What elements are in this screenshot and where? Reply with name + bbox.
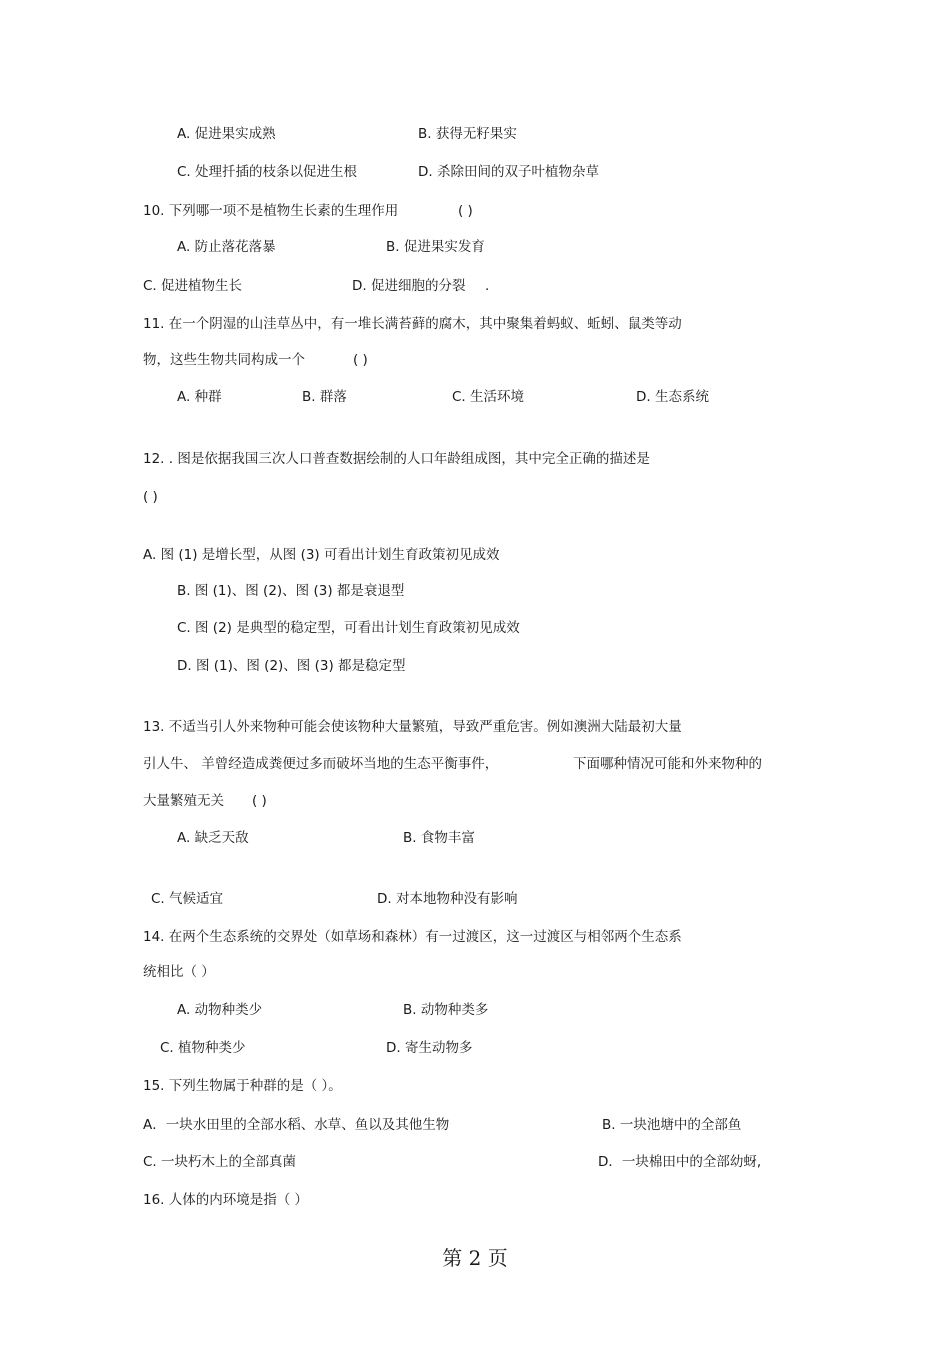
q13-stem-line2b: 下面哪种情况可能和外来物种的 bbox=[573, 756, 762, 772]
q12-answer-paren: ( ) bbox=[143, 489, 158, 505]
q12-stem: 12. . 图是依据我国三次人口普查数据绘制的人口年龄组成图，其中完全正确的描述是 bbox=[143, 451, 650, 467]
q14-option-d: D. 寄生动物多 bbox=[386, 1040, 473, 1056]
q11-option-d: D. 生态系统 bbox=[636, 389, 709, 405]
q9-option-c: C. 处理扦插的枝条以促进生根 bbox=[177, 164, 358, 180]
q12-option-a: A. 图 (1) 是增长型，从图 (3) 可看出计划生育政策初见成效 bbox=[143, 547, 500, 563]
q10-trailing-dot: . bbox=[485, 278, 490, 294]
q14-stem-line1: 14. 在两个生态系统的交界处（如草场和森林）有一过渡区，这一过渡区与相邻两个生态系 bbox=[143, 929, 682, 945]
q9-option-d: D. 杀除田间的双子叶植物杂草 bbox=[418, 164, 599, 180]
q12-option-c: C. 图 (2) 是典型的稳定型，可看出计划生育政策初见成效 bbox=[177, 620, 520, 636]
q13-stem-line3: 大量繁殖无关 bbox=[143, 793, 224, 809]
q13-option-c: C. 气候适宜 bbox=[151, 891, 224, 907]
q10-option-b: B. 促进果实发育 bbox=[386, 239, 485, 255]
q13-option-a: A. 缺乏天敌 bbox=[177, 830, 249, 846]
q13-stem-line1: 13. 不适当引人外来物种可能会使该物种大量繁殖，导致严重危害。例如澳洲大陆最初大量 bbox=[143, 719, 682, 735]
q11-option-a: A. 种群 bbox=[177, 389, 222, 405]
q13-stem-line2a: 引人牛、 羊曾经造成粪便过多而破坏当地的生态平衡事件， bbox=[143, 756, 499, 772]
q14-option-a: A. 动物种类少 bbox=[177, 1002, 263, 1018]
q15-option-c: C. 一块朽木上的全部真菌 bbox=[143, 1154, 297, 1170]
q9-option-b: B. 获得无籽果实 bbox=[418, 126, 517, 142]
q14-stem-line2: 统相比（ ） bbox=[143, 964, 215, 980]
q14-option-b: B. 动物种类多 bbox=[403, 1002, 489, 1018]
q13-answer-paren: ( ) bbox=[252, 793, 267, 809]
q9-option-a: A. 促进果实成熟 bbox=[177, 126, 276, 142]
q11-option-b: B. 群落 bbox=[302, 389, 347, 405]
q14-option-c: C. 植物种类少 bbox=[160, 1040, 246, 1056]
q15-stem: 15. 下列生物属于种群的是（ ）。 bbox=[143, 1078, 342, 1094]
q15-option-a: A．一块水田里的全部水稻、水草、鱼以及其他生物 bbox=[143, 1117, 450, 1133]
page-number: 第 2 页 bbox=[442, 1246, 508, 1270]
q10-option-c: C. 促进植物生长 bbox=[143, 278, 243, 294]
q13-option-b: B. 食物丰富 bbox=[403, 830, 475, 846]
q15-option-b: B. 一块池塘中的全部鱼 bbox=[602, 1117, 742, 1133]
q12-option-d: D. 图 (1)、图 (2)、图 (3) 都是稳定型 bbox=[177, 658, 406, 674]
q10-answer-paren: ( ) bbox=[458, 203, 473, 219]
q13-option-d: D. 对本地物种没有影响 bbox=[377, 891, 518, 907]
q10-option-a: A. 防止落花落暴 bbox=[177, 239, 276, 255]
q15-option-d: D．一块棉田中的全部幼蚜, bbox=[598, 1154, 762, 1170]
q16-stem: 16. 人体的内环境是指（ ） bbox=[143, 1192, 309, 1208]
q10-stem: 10. 下列哪一项不是植物生长素的生理作用 bbox=[143, 203, 399, 219]
q10-option-d: D. 促进细胞的分裂 bbox=[352, 278, 466, 294]
q11-stem-line2: 物，这些生物共同构成一个 bbox=[143, 352, 305, 368]
q11-stem-line1: 11. 在一个阴湿的山洼草丛中，有一堆长满苔藓的腐木，其中聚集着蚂蚁、蚯蚓、鼠类等动 bbox=[143, 316, 682, 332]
q11-option-c: C. 生活环境 bbox=[452, 389, 525, 405]
q11-answer-paren: ( ) bbox=[353, 352, 368, 368]
q12-option-b: B. 图 (1)、图 (2)、图 (3) 都是衰退型 bbox=[177, 583, 405, 599]
